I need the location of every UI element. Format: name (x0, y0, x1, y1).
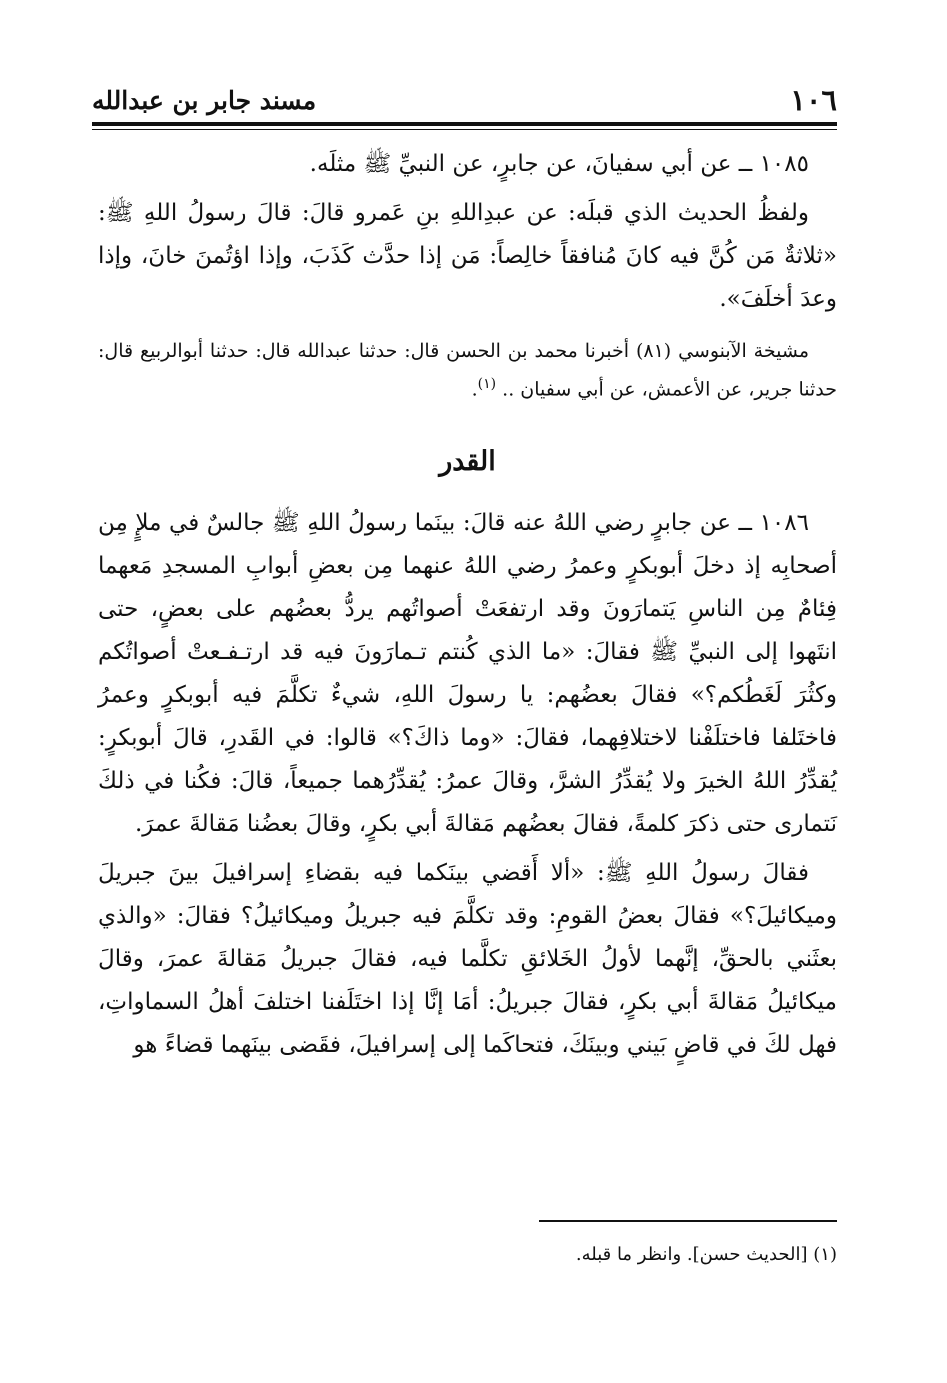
header-rule (92, 122, 837, 126)
hadith-1086: ١٠٨٦ ــ عن جابرٍ رضي اللهُ عنه قالَ: بينَما رسولُ اللهِ ﷺ جالسٌ في ملإٍ مِن أصحابِه إذ دخلَ أبوبكرٍ وعمرُ رضي اللهُ عنهما مِن بعضِ أبوابِ المسجدِ مَعهما فِئامٌ مِن الناسِ يَتمارَونَ وقد ارتفعَتْ أصواتُهم يردُّ بعضُهم على بعضٍ، حتى انتَهوا إلى النبيِّ ﷺ فقالَ: «ما الذي كُنتم تـمارَونَ فيه قد ارتـفـعتْ أصواتُكم وكثُرَ لَغَطُكم؟» فقالَ بعضُهم: يا رسولَ اللهِ، شيءٌ تكلَّمَ فيه أبوبكرٍ وعمرُ فاختَلفا فاختلَفْنا لاختلافِهما، فقالَ: «وما ذاكَ؟» قالوا: في القَدرِ، قالَ أبوبكرٍ: يُقدِّرُ اللهُ الخيرَ ولا يُقدِّرُ الشرَّ، وقالَ عمرُ: يُقدِّرُهما جميعاً، قالَ: فكُنا في ذلكَ نَتمارى حتى ذكرَ كلمةً، فقالَ بعضُهم مَقالةَ أبي بكرٍ، وقالَ بعضُنا مَقالةَ عمرَ. (98, 510, 837, 838)
source-note-text: مشيخة الآبنوسي (٨١) أخبرنا محمد بن الحسن قال: حدثنا عبدالله قال: حدثنا أبوالربيع قال: حدثنا جرير، عن الأعمش، عن أبي سفيان .. (98, 340, 837, 401)
section-title: القدر (439, 446, 496, 478)
header-rule-thin (92, 129, 837, 130)
footnote-text: [الحديث حسن]. وانظر ما قبله. (575, 1244, 808, 1265)
footnote-number: (١) (813, 1244, 837, 1265)
page-number: ١٠٦ (790, 83, 837, 117)
footnote-ref: (١) (477, 376, 497, 392)
page-body (98, 143, 837, 1073)
footnote (98, 1240, 837, 1270)
hadith-1086-continued: فقالَ رسولُ اللهِ ﷺ: «ألا أَقضي بينَكما فيه بقضاءِ إسرافيلَ بينَ جبريلَ وميكائيلَ؟» فقالَ بعضُ القومِ: وقد تكلَّمَ فيه جبريلُ وميكائيلُ؟ فقالَ: «والذي بعثَني بالحقِّ، إنَّهما لأولُ الخَلائقِ تكلَّما فيه، فقالَ جبريلُ مَقالةَ عمرَ، وقالَ ميكائيلُ مَقالةَ أبي بكرٍ، فقالَ جبريلُ: أمَا إنَّا إذا اختَلَفنا اختلفَ أهلُ السماواتِ، فهل لكَ في قاضٍ بَيني وبينَكَ، فتحاكَما إلى إسرافيلَ، فقَضى بينَهما قضاءً هو (98, 860, 837, 1059)
page-header (92, 80, 837, 120)
footnote-rule (539, 1220, 837, 1222)
source-note-end: . (471, 378, 478, 401)
hadith-1085-wording: ولفظُ الحديث الذي قبلَه: عن عبدِاللهِ بنِ عَمرو قالَ: قالَ رسولُ اللهِ ﷺ: «ثلاثةٌ مَن كُنَّ فيه كانَ مُنافقاً خالِصاً: مَن إذا حدَّث كَذَبَ، وإذا اؤتُمنَ خانَ، وإذا وعدَ أخلَفَ». (98, 200, 837, 312)
running-title: مسند جابر بن عبدالله (92, 85, 317, 115)
source-note (98, 335, 837, 406)
hadith-1085: ١٠٨٥ ــ عن أبي سفيانَ، عن جابرٍ، عن النبيِّ ﷺ مثلَه. (309, 151, 809, 177)
